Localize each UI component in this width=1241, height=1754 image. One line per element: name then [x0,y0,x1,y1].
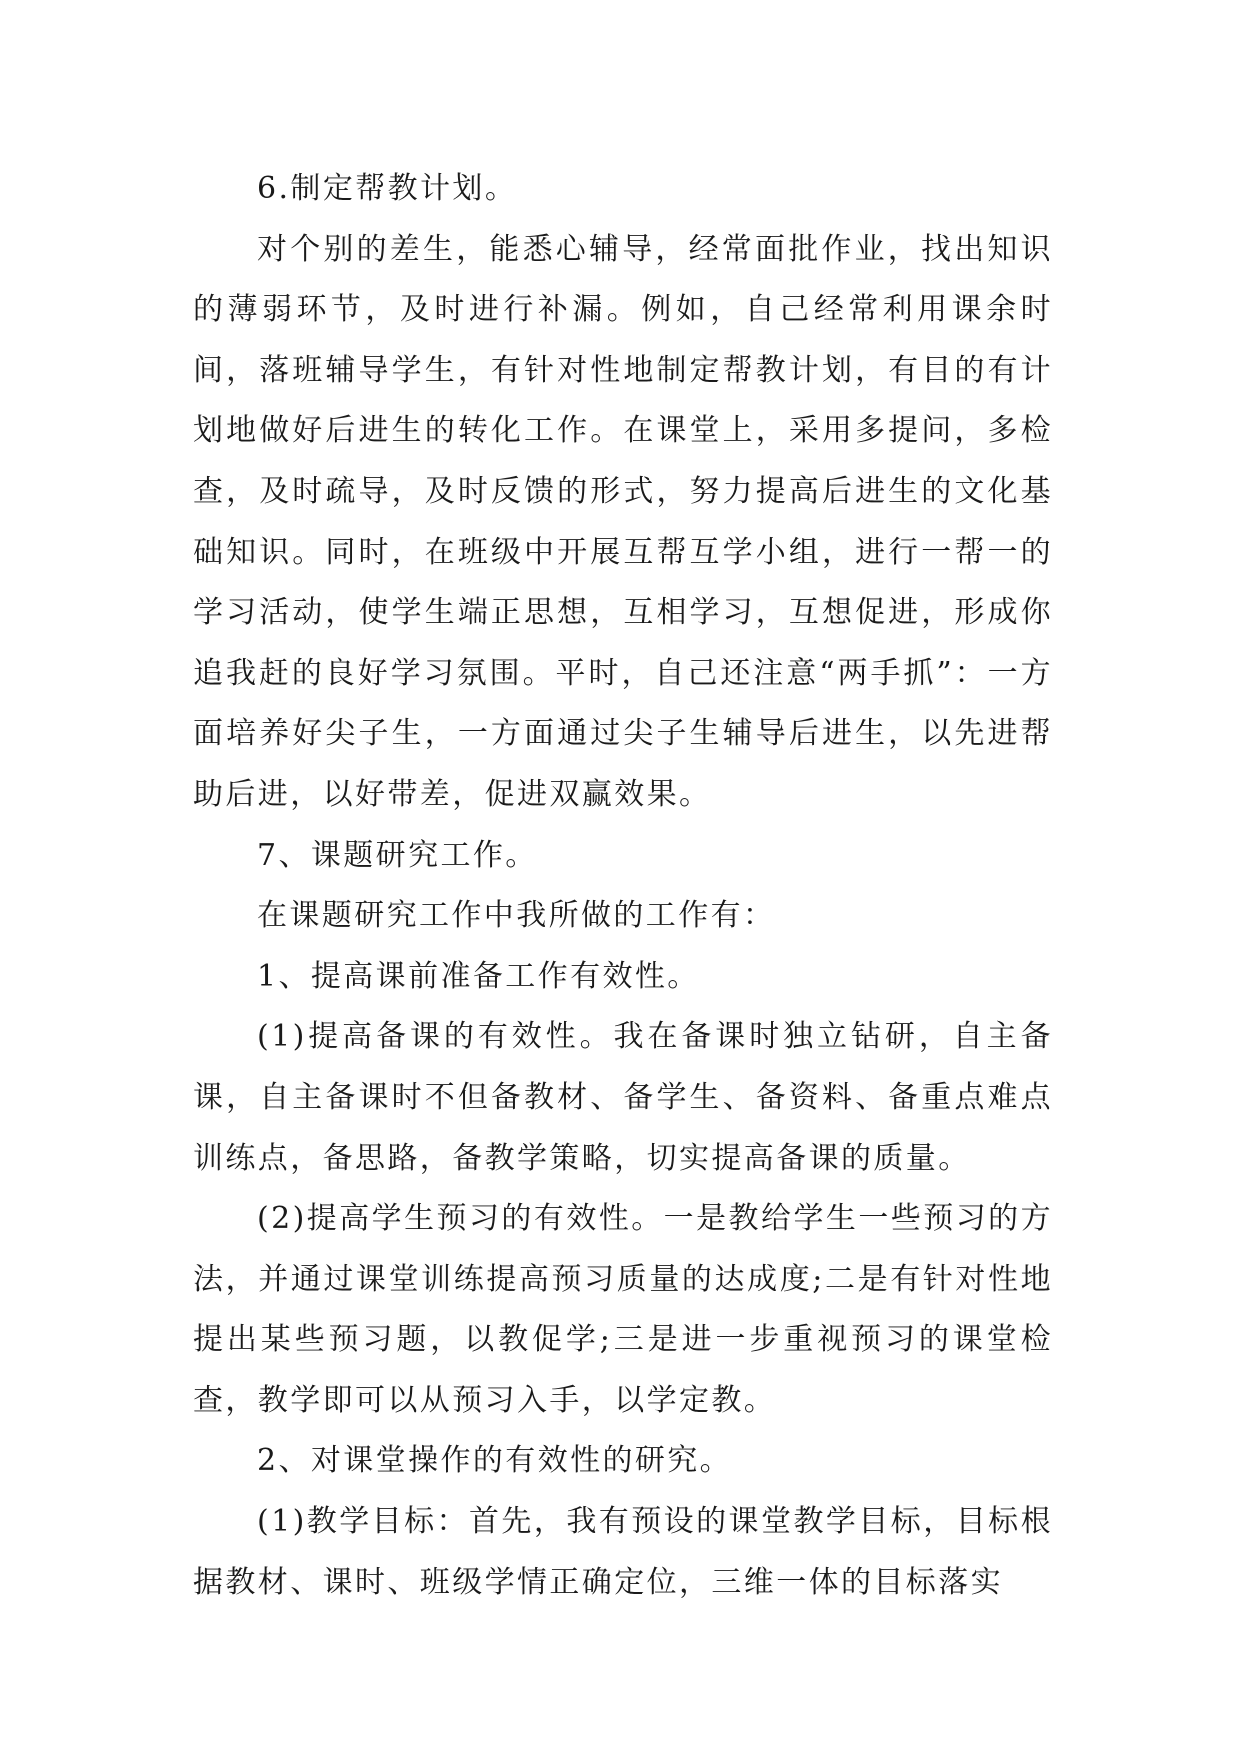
heading-2-classroom: 2、对课堂操作的有效性的研究。 [257,1443,733,1479]
paragraph-teaching-goals: (1)教学目标：首先，我有预设的课堂教学目标，目标根据教材、课时、班级学情正确定位，三维一体的目标落实 [193,1504,1053,1600]
heading-7-research-work: 7、课题研究工作。 [257,837,538,873]
heading-6-tutoring-plan: 6.制定帮教计划。 [257,171,518,206]
heading-1-preparation: 1、提高课前准备工作有效性。 [257,958,700,994]
paragraph-lesson-prep: (1)提高备课的有效性。我在备课时独立钻研，自主备课，自主备课时不但备教材、备学生、备资料、备重点难点训练点，备思路，备教学策略，切实提高备课的质量。 [193,1019,1053,1176]
paragraph-preview: (2)提高学生预习的有效性。一是教给学生一些预习的方法，并通过课堂训练提高预习质量的达成度;二是有针对性地提出某些预习题，以教促学;三是进一步重视预习的课堂检查，教学即可以从预习入手，以学定教。 [193,1201,1053,1418]
paragraph-research-intro: 在课题研究工作中我所做的工作有： [257,898,776,934]
document-body [193,159,1053,1613]
paragraph-tutoring-details: 对个别的差生，能悉心辅导，经常面批作业，找出知识的薄弱环节，及时进行补漏。例如，自己经常利用课余时间，落班辅导学生，有针对性地制定帮教计划，有目的有计划地做好后进生的转化工作。在课堂上，采用多提问，多检查，及时疏导，及时反馈的形式，努力提高后进生的文化基础知识。同时，在班级中开展互帮互学小组，进行一帮一的学习活动，使学生端正思想，互相学习，互想促进，形成你追我赶的良好学习氛围。平时，自己还注意“两手抓”：一方面培养好尖子生，一方面通过尖子生辅导后进生，以先进帮助后进，以好带差，促进双赢效果。 [193,231,1053,812]
